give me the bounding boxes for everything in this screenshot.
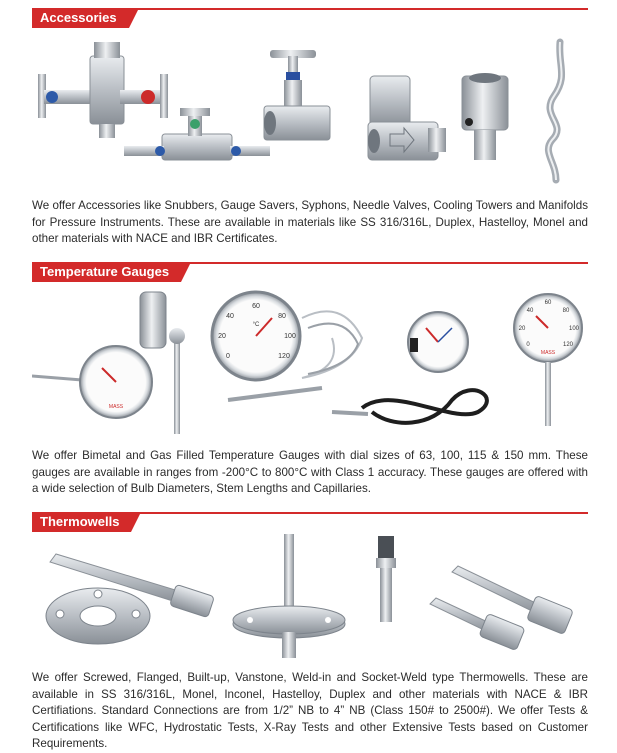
dial-tick-0: 0 <box>226 353 230 360</box>
dial-tick-40: 40 <box>226 313 234 320</box>
section-header-temperature-gauges <box>32 262 588 282</box>
snubber-image <box>462 73 508 160</box>
gauge-brand: MASS <box>108 404 124 410</box>
dial-tick-80: 80 <box>278 313 286 320</box>
stem-dial-tick-100: 100 <box>568 326 580 332</box>
gauge-saver-image <box>368 76 446 160</box>
dial-unit: °C <box>252 322 260 328</box>
dial-tick-120: 120 <box>278 353 290 360</box>
stem-dial-tick-80: 80 <box>562 308 570 314</box>
accessories-description: We offer Accessories like Snubbers, Gauge Savers, Syphons, Needle Valves, Cooling Towers and Manifolds for Pressure Instruments. These are available in materials like SS 316/316L, Duplex, Hastelloy, Monel and other materials with NACE and IBR Certificates. <box>32 199 588 245</box>
stem-dial-tick-20: 20 <box>518 326 526 332</box>
gas-filled-gauge-image <box>212 292 362 400</box>
needle-valve-image <box>264 50 330 140</box>
section-title: Temperature Gauges <box>32 262 181 282</box>
section-title: Thermowells <box>32 512 131 532</box>
section-header-thermowells <box>32 512 588 532</box>
dial-tick-100: 100 <box>284 333 296 340</box>
section-title: Accessories <box>32 8 129 28</box>
stem-dial-tick-60: 60 <box>544 300 552 306</box>
contact-gauge-image <box>332 312 487 423</box>
weld-in-thermowells-image <box>430 566 573 651</box>
section-header-accessories <box>32 8 588 28</box>
dial-tick-60: 60 <box>252 303 260 310</box>
stem-dial-tick-40: 40 <box>526 308 534 314</box>
stem-gauge-image <box>514 294 582 426</box>
dial-tick-20: 20 <box>218 333 226 340</box>
temperature-gauges-photos <box>32 288 588 438</box>
vanstone-thermowell-image <box>46 554 214 644</box>
stem-dial-tick-0: 0 <box>526 342 530 348</box>
bimetal-gauge-image <box>32 292 185 434</box>
manifold-valve-image <box>38 42 270 160</box>
accessories-photos <box>32 36 588 188</box>
flanged-thermowell-image <box>233 534 345 658</box>
stem-dial-tick-120: 120 <box>562 342 574 348</box>
thermowells-photos <box>32 532 588 662</box>
syphon-image <box>548 42 561 180</box>
screwed-thermowell-image <box>376 536 396 622</box>
temperature-gauges-description: We offer Bimetal and Gas Filled Temperature Gauges with dial sizes of 63, 100, 115 & 150 mm. These gauges are available in ranges from -200°C to 800°C with Class 1 accuracy. These gauges are offered with a wide selection of Bulb Diameters, Stem Lengths and Capillaries. <box>32 449 588 495</box>
thermowells-description: We offer Screwed, Flanged, Built-up, Vanstone, Weld-in and Socket-Weld type Thermowells. These are available in SS 316/316L, Monel, Inconel, Hastelloy, Duplex and other materials with NACE & IBR Certifiations. Standard Connections are from 1/2” NB to 4” NB (Class 150# to 2500#). We offer Tests & Certifications like WFC, Hydrostatic Tests, X-Ray Tests and other Extensive Tests based on Customer Requirements. <box>32 671 588 750</box>
stem-gauge-brand: MASS <box>540 350 556 356</box>
